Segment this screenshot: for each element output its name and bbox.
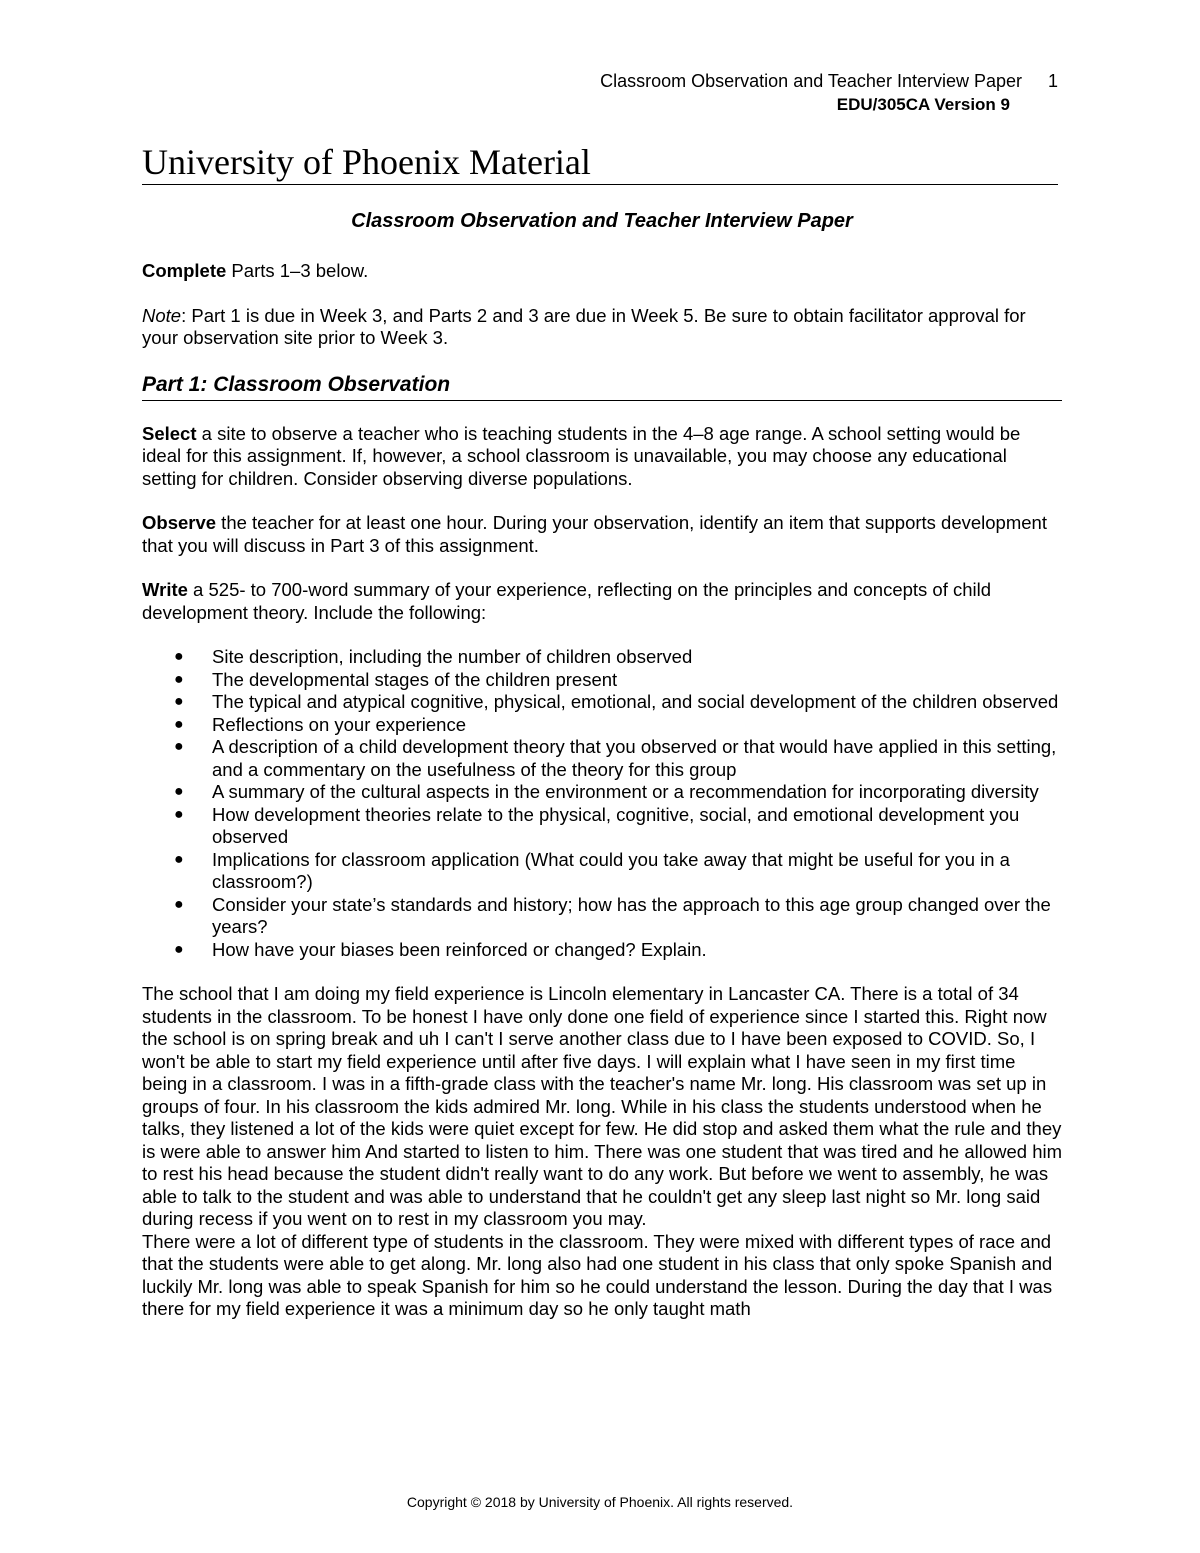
list-item bbox=[142, 646, 1062, 669]
course-version: EDU/305CA Version 9 bbox=[836, 95, 1010, 114]
list-item-text: A summary of the cultural aspects in the environment or a recommendation for incorporating diversity bbox=[212, 781, 1039, 802]
bullet-dot-icon: ● bbox=[174, 738, 184, 755]
student-response-paragraph-1: The school that I am doing my field experience is Lincoln elementary in Lancaster CA. There is a total of 34 students in the classroom. To be honest I have only done one field of experience since I started this. Right now the school is on spring break and uh I can't I serve another class due to I have been exposed to COVID. So, I won't be able to start my field experience until after five days. I will explain what I have seen in my first time being in a classroom. I was in a fifth-grade class with the teacher's name Mr. long. His classroom was set up in groups of four. In his classroom the kids admired Mr. long. While in his class the students understood when he talks, they listened a lot of the kids were quiet except for few. He did stop and asked them what the rule and they is were able to answer him And started to listen to him. There was one student that was tired and he allowed him to rest his head because the student didn't really want to do any work. But before we went to assembly, he was able to talk to the student and was able to understand that he couldn't get any sleep last night so Mr. long said during recess if you went on to rest in my classroom you may. bbox=[142, 983, 1063, 1229]
list-item bbox=[142, 669, 1062, 692]
write-text: a 525- to 700-word summary of your experience, reflecting on the principles and concepts of child development theory. Include the following: bbox=[142, 579, 992, 623]
complete-text: Parts 1–3 below. bbox=[226, 260, 369, 281]
university-title: University of Phoenix Material bbox=[142, 142, 1058, 185]
complete-keyword: Complete bbox=[142, 260, 227, 281]
bullet-dot-icon: ● bbox=[174, 648, 184, 665]
note-paragraph bbox=[142, 305, 1062, 350]
copyright-footer: Copyright © 2018 by University of Phoenix. All rights reserved. bbox=[406, 1494, 794, 1510]
write-keyword: Write bbox=[142, 579, 188, 600]
list-item-text: Site description, including the number of children observed bbox=[212, 646, 693, 667]
list-item bbox=[142, 804, 1062, 849]
write-paragraph bbox=[142, 579, 1062, 624]
list-item bbox=[142, 894, 1062, 939]
observe-paragraph bbox=[142, 512, 1062, 557]
note-text: : Part 1 is due in Week 3, and Parts 2 and 3 are due in Week 5. Be sure to obtain facilitator approval for your observation site prior to Week 3. bbox=[142, 304, 1026, 348]
bullet-dot-icon: ● bbox=[174, 783, 184, 800]
list-item-text: The developmental stages of the children present bbox=[212, 668, 618, 690]
complete-instruction bbox=[142, 260, 1062, 283]
observe-text: the teacher for at least one hour. During your observation, identify an item that supports development that you will discuss in Part 3 of this assignment. bbox=[142, 512, 1047, 556]
bullet-dot-icon: ● bbox=[174, 670, 184, 688]
list-item-text: The typical and atypical cognitive, physical, emotional, and social development of the children observed bbox=[212, 691, 1059, 712]
list-item-text: Consider your state’s standards and history; how has the approach to this age group changed over the years? bbox=[212, 893, 1051, 937]
list-item bbox=[142, 691, 1062, 714]
bullet-dot-icon: ● bbox=[174, 693, 184, 710]
list-item bbox=[142, 849, 1062, 894]
note-label: Note bbox=[142, 304, 182, 326]
select-text: a site to observe a teacher who is teaching students in the 4–8 age range. A school setting would be ideal for this assignment. If, however, a school classroom is unavailable, you may choose any educational setting for children. Consider observing diverse populations. bbox=[142, 422, 1021, 489]
bullet-dot-icon: ● bbox=[174, 805, 184, 823]
bullet-dot-icon: ● bbox=[174, 940, 184, 958]
bullet-dot-icon: ● bbox=[174, 715, 184, 733]
assignment-title: Classroom Observation and Teacher Interview Paper bbox=[351, 210, 853, 232]
running-title: Classroom Observation and Teacher Interview Paper bbox=[600, 71, 1022, 91]
bullet-dot-icon: ● bbox=[174, 850, 184, 868]
list-item-text: A description of a child development theory that you observed or that would have applied in this setting, and a commentary on the usefulness of the theory for this group bbox=[212, 736, 1057, 780]
part1-heading: Part 1: Classroom Observation bbox=[142, 372, 1062, 401]
requirements-list bbox=[142, 646, 1062, 961]
list-item bbox=[142, 939, 1062, 962]
page-number: 1 bbox=[1047, 71, 1058, 91]
list-item-text: Reflections on your experience bbox=[212, 713, 467, 735]
list-item-text: How have your biases been reinforced or changed? Explain. bbox=[212, 938, 707, 960]
list-item-text: Implications for classroom application (What could you take away that might be useful for you in a classroom?) bbox=[212, 848, 1010, 892]
select-paragraph bbox=[142, 423, 1062, 491]
list-item-text: How development theories relate to the physical, cognitive, social, and emotional development you observed bbox=[212, 803, 1020, 847]
observe-keyword: Observe bbox=[142, 512, 217, 533]
select-keyword: Select bbox=[142, 422, 197, 444]
student-response-paragraph-2: There were a lot of different type of students in the classroom. They were mixed with different types of race and that the students were able to get along. Mr. long also had one student in his class that only spoke Spanish and luckily Mr. long was able to speak Spanish for him so he could understand the lesson. During the day that I was there for my field experience it was a minimum day so he only taught math bbox=[142, 1230, 1053, 1319]
list-item bbox=[142, 781, 1062, 804]
bullet-dot-icon: ● bbox=[174, 895, 184, 913]
running-header bbox=[600, 70, 1058, 116]
list-item bbox=[142, 736, 1062, 781]
document-body bbox=[142, 208, 1062, 1321]
list-item bbox=[142, 714, 1062, 737]
